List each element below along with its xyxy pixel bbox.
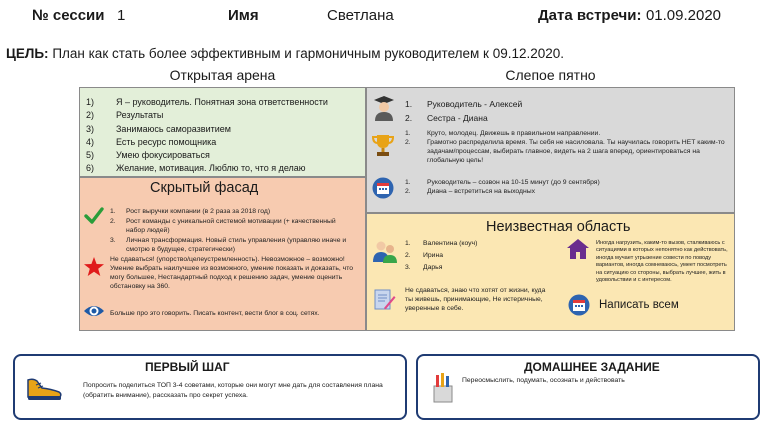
pencils-icon bbox=[432, 372, 454, 404]
sneaker-icon bbox=[25, 374, 63, 402]
name-value: Светлана bbox=[327, 7, 394, 24]
calendar-icon bbox=[372, 177, 394, 199]
name-label: Имя bbox=[228, 7, 259, 24]
list-item: 2. Сестра - Диана bbox=[405, 113, 488, 123]
blind-spot-feedback bbox=[405, 129, 730, 165]
homework-title: ДОМАШНЕЕ ЗАДАНИЕ bbox=[524, 360, 660, 374]
list-item: 2. Рост команды с уникальной системой мотивации (+ качественный набор людей) bbox=[110, 218, 336, 234]
unknown-area-bottom-text: Не сдаваться, знаю что хотят от жизни, куда ты живешь, принимающие, Не истеричные, уверенные в себе. bbox=[405, 287, 546, 312]
goal-text: План как стать более эффективным и гармоничным руководителем к 09.12.2020. bbox=[52, 46, 565, 61]
homework-text: Переосмыслить, подумать, осознать и действовать bbox=[462, 377, 625, 384]
document-icon bbox=[372, 288, 396, 312]
hidden-facade-list bbox=[110, 207, 356, 255]
meeting-date bbox=[538, 7, 721, 25]
list-item: 6) Желание, мотивация. Люблю то, что я делаю bbox=[86, 163, 306, 174]
goal bbox=[6, 46, 564, 61]
date-label: Дата встречи: bbox=[538, 7, 642, 24]
blind-spot-schedule bbox=[405, 178, 730, 196]
first-step-title: ПЕРВЫЙ ШАГ bbox=[145, 360, 230, 374]
first-step-text: Попросить поделиться ТОП 3-4 советами, которые они могут мне дать для составления плана (обратить внимание), рассказать про секрет успеха. bbox=[83, 382, 383, 399]
list-item: 1. Круто, молодец. Движешь в правильном направлении. bbox=[405, 130, 601, 137]
hidden-facade-paragraph: Не сдаваться! (упорство/целеустремленность). Невозможное – возможно! Умение выбрать наилучшее из возможного, умение показать и доказать, что могу большее, Нестандартный подход к решению задач, умение оценить обстановку на 360. bbox=[110, 256, 354, 290]
unknown-area-title: Неизвестная область bbox=[486, 219, 631, 235]
unknown-area-description: Иногда нагрузить, каким-то вызов, сталкиваюсь с ситуациями в которых непонятно как действовать, иногда мучает угрызение совести по поводу вариантов, иногда сомневаюсь, умеет посмотреть на ситуацию со стороны, выбрать лучшее, жить в удовольствии и с интересом. bbox=[596, 240, 728, 284]
list-item: 3) Занимаюсь саморазвитием bbox=[86, 123, 231, 134]
open-arena-list bbox=[86, 96, 328, 176]
list-item: 1. Руководитель – созвон на 10-15 минут (до 9 сентября) bbox=[405, 179, 600, 186]
goal-label: ЦЕЛЬ: bbox=[6, 46, 49, 61]
list-item: 3. Личная трансформация. Новый стиль управления (управляю иначе и смотрю в будущее, стратегически) bbox=[110, 237, 347, 253]
home-icon bbox=[566, 238, 590, 260]
list-item: 1. Валентина (коуч) bbox=[405, 240, 478, 247]
date-value: 01.09.2020 bbox=[645, 7, 722, 24]
eye-icon bbox=[83, 302, 105, 320]
list-item: 4) Есть ресурс помощника bbox=[86, 136, 217, 147]
list-item: 2. Диана – встретиться на выходных bbox=[405, 188, 536, 195]
list-item: 1) Я – руководитель. Понятная зона ответственности bbox=[86, 97, 328, 107]
blind-spot-people bbox=[405, 97, 522, 125]
list-item: 1. Рост выручки компании (в 2 раза за 2018 год) bbox=[110, 208, 271, 215]
list-item: 2. Грамотно распределила время. Ты себя не насиловала. Ты научилась говорить НЕТ каким-то задачам/процессам, выбирать главное, видеть на 2 шага вперед, ориентироваться на глобальную цель! bbox=[405, 139, 725, 164]
homework-box bbox=[416, 354, 760, 420]
list-item: 1. Руководитель - Алексей bbox=[405, 99, 523, 109]
list-item: 2. Ирина bbox=[405, 252, 443, 259]
check-icon bbox=[84, 206, 104, 226]
calendar-icon bbox=[568, 294, 590, 316]
unknown-area-people bbox=[405, 238, 477, 274]
graduate-icon bbox=[372, 95, 396, 121]
trophy-icon bbox=[372, 133, 394, 157]
star-icon bbox=[83, 256, 105, 278]
people-icon bbox=[372, 239, 398, 263]
open-arena-title: Открытая арена bbox=[169, 67, 276, 83]
hidden-facade-blog: Больше про это говорить. Писать контент, вести блог в соц. сетях. bbox=[110, 310, 320, 317]
blind-spot-title: Слепое пятно bbox=[505, 67, 596, 83]
write-all-label: Написать всем bbox=[599, 299, 679, 311]
first-step-box bbox=[13, 354, 407, 420]
session-label: № сессии bbox=[32, 7, 105, 24]
list-item: 3. Дарья bbox=[405, 264, 443, 271]
session-value: 1 bbox=[117, 7, 126, 24]
list-item: 5) Умею фокусироваться bbox=[86, 150, 210, 161]
hidden-facade-title: Скрытый фасад bbox=[150, 180, 259, 196]
list-item: 2) Результаты bbox=[86, 110, 164, 121]
